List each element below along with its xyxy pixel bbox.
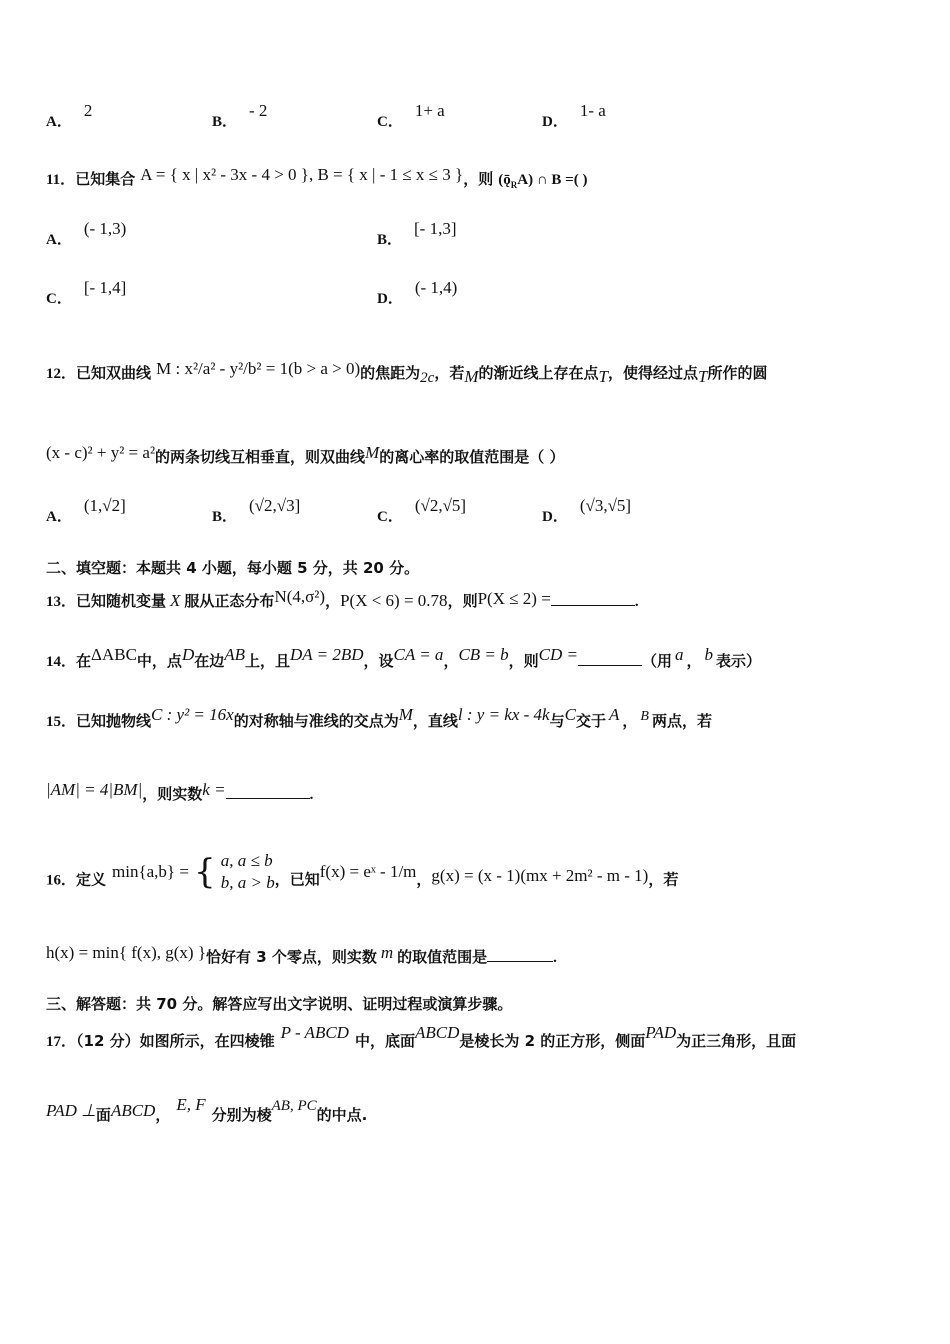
- stem-text: 已知集合: [75, 170, 136, 188]
- stem-text: ，则: [508, 652, 539, 670]
- stem-text: 为正三角形，且面: [676, 1032, 797, 1050]
- point-d: D: [181, 645, 195, 664]
- case-2: b, a > b: [220, 873, 275, 892]
- complement-subscript: R: [510, 180, 518, 191]
- length-condition: |AM| = 4|BM|: [46, 780, 143, 799]
- q11-option-a: [46, 219, 127, 249]
- pyramid-name: P - ABCD: [280, 1023, 349, 1042]
- q11-option-b: [377, 219, 457, 249]
- point-b: B: [640, 709, 649, 724]
- stem-text: 的中点.: [316, 1106, 368, 1124]
- stem-text: ，使得经过点: [608, 364, 699, 382]
- option-label: C．: [377, 114, 403, 130]
- option-label: A．: [46, 509, 72, 525]
- face-pad: PAD: [645, 1023, 677, 1042]
- q10-option-a: [46, 101, 93, 131]
- distribution-formula: N(4,σ²): [274, 587, 326, 606]
- hyperbola-name: M: [464, 367, 479, 386]
- question-number: 17．: [46, 1034, 77, 1050]
- question-number: 16．: [46, 872, 77, 889]
- q11-option-d: [377, 278, 458, 308]
- option-value: [- 1,3]: [414, 219, 457, 238]
- q12-option-d: [542, 496, 632, 526]
- probability-condition: P(X < 6) = 0.78: [340, 591, 448, 610]
- stem-text: ，设: [363, 652, 394, 670]
- stem-text: 与: [549, 712, 565, 730]
- points-ef: E, F: [176, 1095, 206, 1114]
- answer-blank[interactable]: [487, 947, 553, 962]
- stem-text: 已知抛物线: [76, 712, 152, 730]
- q12-option-a: [46, 496, 126, 526]
- option-label: D．: [542, 114, 568, 130]
- stem-text: 的渐近线上存在点: [478, 364, 599, 382]
- line-formula: l : y = kx - 4k: [457, 705, 550, 724]
- q17-stem-line2: [46, 1095, 368, 1125]
- option-label: A．: [46, 232, 72, 248]
- option-label: B．: [377, 232, 403, 248]
- section-heading: 三、解答题：共 70 分。解答应写出文字说明、证明过程或演算步骤。: [46, 995, 513, 1013]
- q16-stem-line1: 16．定义 min{a,b} = { a, a ≤ b b, a > b ，已知f(x) = eˣ - 1/m，g(x) = (x - 1)(mx + 2m² - m - 1)，若: [46, 851, 679, 892]
- point-m: M: [398, 705, 413, 724]
- q13-stem: 13．已知随机变量 X 服从正态分布N(4,σ²)，P(X < 6) = 0.78，则P(X ≤ 2) = .: [46, 587, 639, 610]
- q11-stem: [46, 165, 588, 191]
- q17-stem-line1: [46, 1023, 797, 1051]
- vector-a: a: [675, 645, 684, 664]
- min-definition: min{a,b} =: [112, 861, 189, 881]
- curve-c: C: [564, 705, 576, 724]
- piecewise-cases: [221, 850, 275, 894]
- stem-text: 面: [95, 1106, 111, 1124]
- random-variable: X: [170, 591, 181, 610]
- complement-expr: (ǭ: [498, 172, 511, 188]
- stem-text: .: [634, 594, 639, 610]
- option-label: C．: [377, 509, 403, 525]
- piecewise-brace: {: [194, 852, 216, 892]
- option-label: D．: [377, 291, 403, 307]
- focal-length: 2c: [420, 370, 435, 386]
- probability-ask: P(X ≤ 2) =: [477, 589, 551, 608]
- question-number: 12．: [46, 366, 77, 382]
- vector-cd-ask: CD =: [538, 645, 579, 664]
- stem-text: .: [553, 950, 557, 966]
- point-t: T: [598, 367, 608, 386]
- stem-text: 是棱长为 2 的正方形，侧面: [459, 1032, 646, 1050]
- param-m: m: [380, 943, 394, 962]
- section-heading: 二、填空题：本题共 4 小题，每小题 5 分，共 20 分。: [46, 559, 420, 577]
- q10-option-b: [212, 101, 268, 131]
- stem-text: 的取值范围是: [397, 948, 488, 966]
- option-value: 2: [83, 101, 93, 120]
- option-value: (- 1,3): [83, 219, 127, 238]
- parabola-formula: C : y² = 16x: [151, 705, 234, 724]
- q11-option-c: [46, 278, 127, 308]
- answer-blank[interactable]: [578, 651, 642, 666]
- q16-stem-line2: [46, 943, 557, 967]
- stem-text: ，则: [447, 592, 478, 610]
- stem-text: ，则实数: [142, 785, 203, 803]
- stem-text: 的两条切线互相垂直，则双曲线: [155, 448, 366, 466]
- edges-ab-pc: AB, PC: [271, 1098, 317, 1114]
- option-label: D．: [542, 509, 568, 525]
- stem-text: .: [309, 787, 314, 803]
- stem-text: ，若: [648, 870, 679, 889]
- answer-blank[interactable]: [551, 591, 635, 606]
- stem-text: 已知随机变量: [76, 592, 167, 610]
- option-value: (√2,√3]: [249, 496, 301, 515]
- q14-stem: 14．在ΔABC中，点D在边AB上，且DA = 2BD，设CA = a，CB = b，则CD = （用 a ， b 表示）: [46, 645, 762, 670]
- answer-blank[interactable]: [226, 784, 310, 799]
- stem-text: ，则: [463, 170, 494, 188]
- circle-formula: (x - c)² + y² = a²: [46, 443, 156, 462]
- stem-text: （12 分）如图所示，在四棱锥: [76, 1032, 275, 1050]
- stem-text: （用: [642, 652, 673, 670]
- question-number: 14．: [46, 654, 77, 670]
- q12-stem-line1: [46, 359, 768, 386]
- stem-text: 的离心率的取值范围是（ ）: [379, 448, 565, 466]
- stem-text: 表示）: [716, 652, 762, 670]
- vector-ca: CA = a: [393, 645, 444, 664]
- function-f: f(x) = eˣ - 1/m: [319, 861, 417, 881]
- option-label: B．: [212, 114, 238, 130]
- stem-text: 服从正态分布: [184, 592, 275, 610]
- k-ask: k =: [202, 780, 226, 799]
- stem-text: 交于: [575, 712, 606, 730]
- set-b-formula: , B = { x | - 1 ≤ x ≤ 3 }: [308, 165, 464, 184]
- q15-stem-line2: [46, 780, 314, 804]
- stem-text: ，: [155, 1106, 171, 1124]
- point-t: T: [698, 367, 708, 386]
- q12-option-b: [212, 496, 301, 526]
- segment-ab: AB: [224, 645, 246, 664]
- option-label: B．: [212, 509, 238, 525]
- q12-stem-line2: [46, 443, 565, 467]
- stem-text: 的焦距为: [360, 364, 421, 382]
- base-name: ABCD: [110, 1101, 156, 1120]
- question-number: 15．: [46, 714, 77, 730]
- case-1: a, a ≤ b: [220, 851, 273, 870]
- stem-text: 的对称轴与准线的交点为: [233, 712, 399, 730]
- stem-text: 在: [76, 652, 92, 670]
- option-value: (1,√2]: [83, 496, 126, 515]
- option-label: C．: [46, 291, 72, 307]
- stem-text: 已知双曲线: [76, 364, 152, 382]
- triangle-name: ΔABC: [91, 645, 137, 664]
- hyperbola-formula: M : x²/a² - y²/b² = 1(b > a > 0): [156, 359, 361, 378]
- stem-text: 所作的圆: [707, 364, 768, 382]
- vector-b: b: [704, 645, 714, 664]
- option-value: [- 1,4]: [83, 278, 127, 297]
- option-label: A．: [46, 114, 72, 130]
- vector-cb: CB = b: [458, 645, 509, 664]
- stem-text: 定义: [76, 870, 107, 889]
- stem-text: 恰好有 3 个零点，则实数: [205, 948, 377, 966]
- question-number: 11．: [46, 172, 76, 188]
- stem-text: 上，且: [245, 652, 291, 670]
- question-number: 13．: [46, 594, 77, 610]
- option-value: 1+ a: [414, 101, 445, 120]
- stem-text: 两点，若: [651, 712, 712, 730]
- q10-option-c: [377, 101, 445, 131]
- option-value: (- 1,4): [414, 278, 458, 297]
- stem-text: 在边: [194, 652, 225, 670]
- option-value: (√2,√5]: [414, 496, 467, 515]
- function-g: g(x) = (x - 1)(mx + 2m² - m - 1): [431, 865, 649, 885]
- set-a-formula: A = { x | x² - 3x - 4 > 0 }: [140, 165, 309, 184]
- q12-option-c: [377, 496, 467, 526]
- ratio-formula: DA = 2BD: [290, 645, 364, 664]
- stem-text: ，直线: [412, 712, 458, 730]
- stem-text: ，若: [434, 364, 465, 382]
- function-h: h(x) = min{ f(x), g(x) }: [46, 943, 206, 962]
- stem-text: 中，点: [136, 652, 182, 670]
- q10-option-d: [542, 101, 606, 131]
- stem-text: 分别为棱: [211, 1106, 272, 1124]
- hyperbola-name: M: [365, 443, 380, 462]
- q15-stem-line1: 15．已知抛物线C : y² = 16x的对称轴与准线的交点为M，直线l : y = kx - 4k与C交于 A ， B 两点，若: [46, 705, 712, 730]
- option-value: - 2: [249, 101, 268, 120]
- perpendicular-relation: PAD ⊥: [46, 1101, 96, 1120]
- complement-expr-tail: A) ∩ B =( ): [517, 172, 588, 188]
- stem-text: ，已知: [274, 870, 320, 889]
- option-value: 1- a: [579, 101, 606, 120]
- option-value: (√3,√5]: [579, 496, 632, 515]
- stem-text: 中，底面: [354, 1032, 415, 1050]
- base-name: ABCD: [414, 1023, 460, 1042]
- point-a: A: [608, 705, 620, 724]
